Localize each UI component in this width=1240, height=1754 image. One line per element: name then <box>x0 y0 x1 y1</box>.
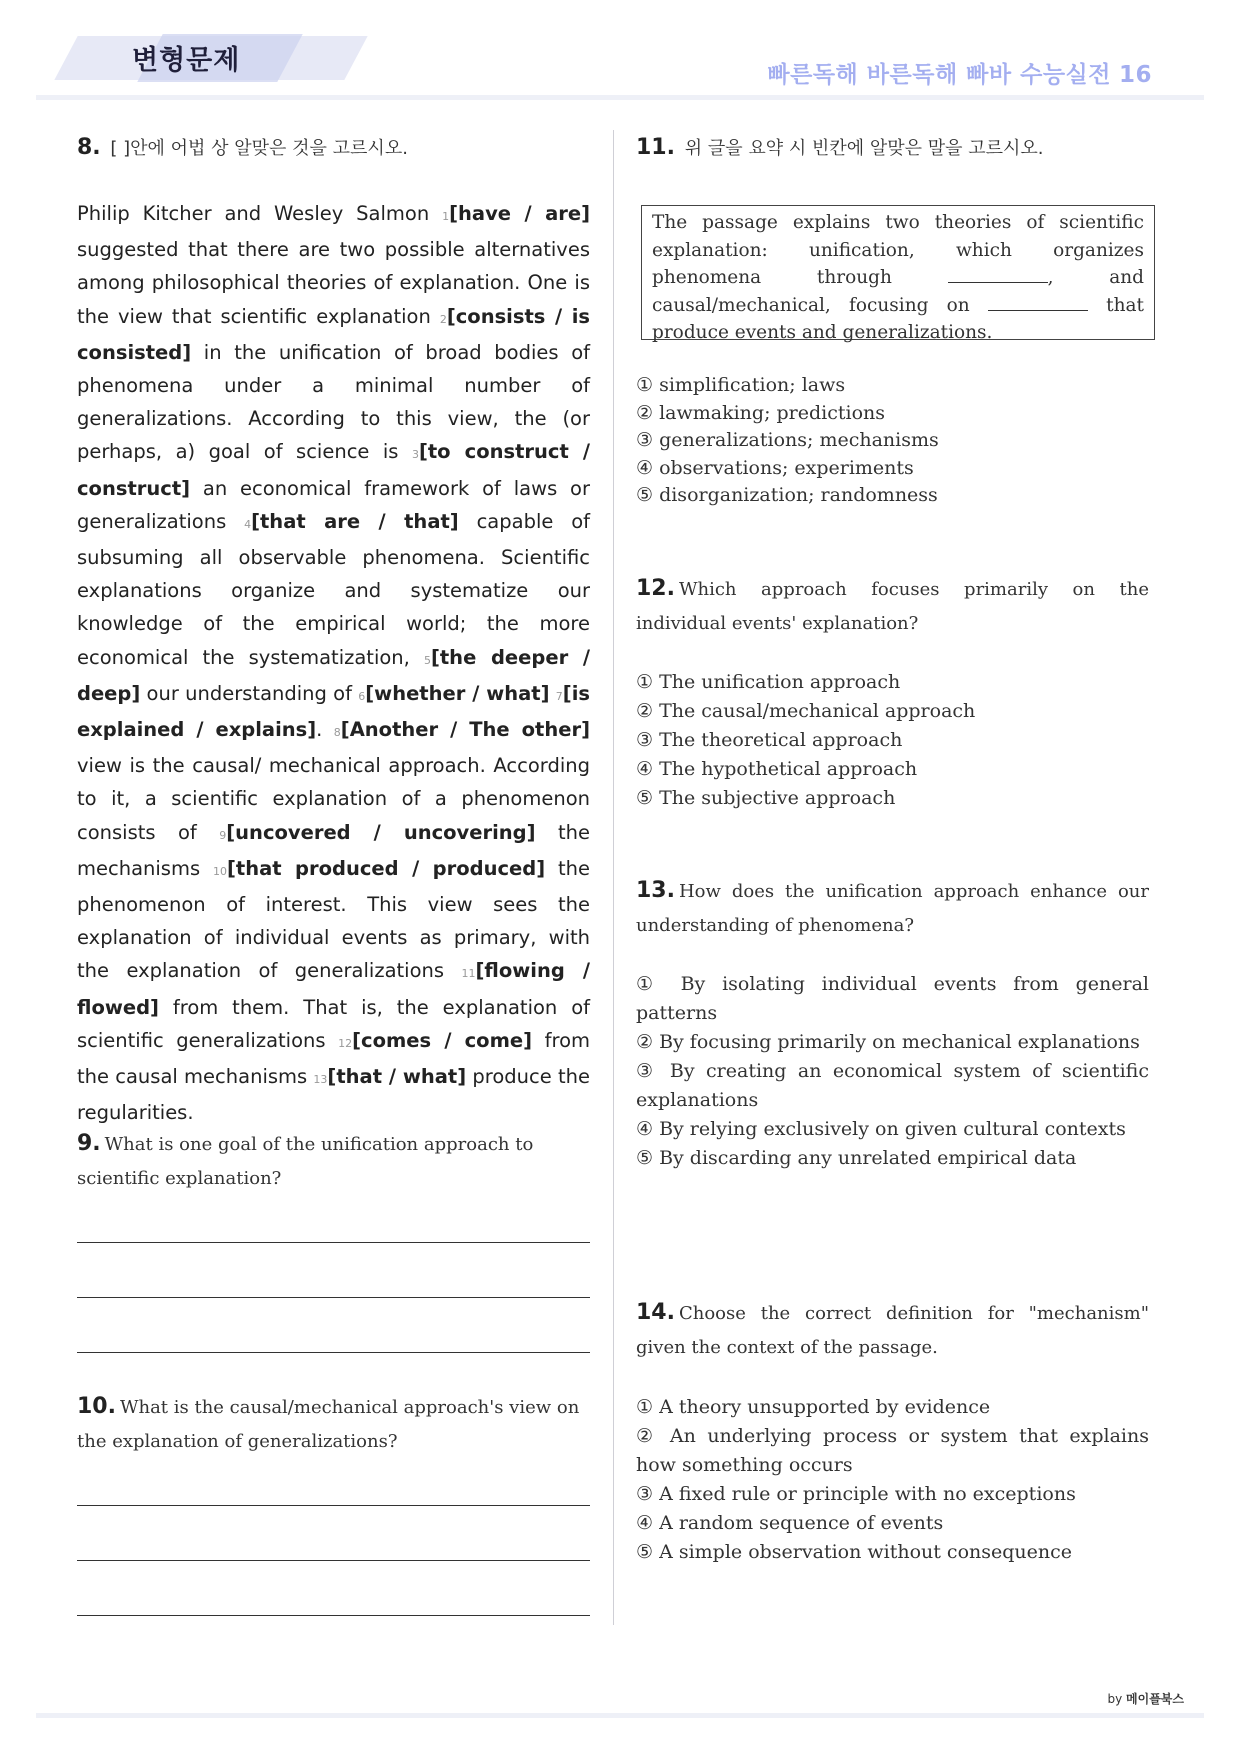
slot-number: 3 <box>411 448 419 462</box>
passage-text: Philip Kitcher and Wesley Salmon <box>77 202 443 225</box>
passage-text: in the unification of broad bodies of phenomena under a minimal number of generalizations. According to this view, the (or perhaps, a) goal of science is <box>77 340 590 464</box>
q14-question: Choose the correct definition for "mechanism" given the context of the passage. <box>636 1303 1149 1358</box>
q12-option-1[interactable]: ① The unification approach <box>636 671 901 693</box>
slot-number: 10 <box>213 864 227 878</box>
q11-summary-box <box>641 205 1155 343</box>
q12-question: Which approach focuses primarily on the individual events' explanation? <box>636 579 1149 634</box>
grammar-choice: [that are / that] <box>251 509 459 533</box>
q8-title <box>77 131 590 166</box>
q11-title <box>636 131 1149 166</box>
grammar-choice: [to construct / construct] <box>77 440 590 500</box>
section-tag: 변형문제 <box>132 45 241 76</box>
q13-number: 13. <box>636 878 675 903</box>
grammar-choice: [consists / is consisted] <box>77 304 590 364</box>
q12-option-2[interactable]: ② The causal/mechanical approach <box>636 700 976 722</box>
q14-option-1[interactable]: ① A theory unsupported by evidence <box>636 1396 991 1418</box>
slot-number: 9 <box>219 828 227 842</box>
passage-text: suggested that there are two possible alternatives among philosophical theories of explanation. One is the view that scientific explanation <box>77 238 590 328</box>
q13-question: How does the unification approach enhance our understanding of phenomena? <box>636 881 1149 936</box>
q13-option-4[interactable]: ④ By relying exclusively on given cultural contexts <box>636 1118 1126 1140</box>
q13-title <box>636 874 1149 943</box>
summary-text: , and causal/mechanical, focusing on <box>652 267 1144 316</box>
q11-option-2[interactable]: ② lawmaking; predictions <box>636 401 886 424</box>
grammar-choice: [that / what] <box>327 1065 467 1089</box>
grammar-choice: [is explained / explains] <box>77 681 590 742</box>
q12-title <box>636 572 1149 641</box>
column-divider <box>613 130 614 1625</box>
grammar-choice: [the deeper / deep] <box>77 645 590 705</box>
slot-number: 1 <box>442 210 450 223</box>
grammar-choice: [comes / come] <box>352 1028 533 1052</box>
q10-answer-line-2[interactable] <box>77 1560 590 1561</box>
page-header <box>0 0 1240 100</box>
q13-options <box>636 970 1149 1173</box>
slot-number: 13 <box>313 1073 328 1087</box>
q12-option-5[interactable]: ⑤ The subjective approach <box>636 787 896 809</box>
passage-text: our understanding of <box>140 681 359 705</box>
slot-number: 12 <box>338 1036 353 1050</box>
summary-blank-1 <box>948 268 1048 283</box>
q11-option-4[interactable]: ④ observations; experiments <box>636 456 914 479</box>
q9-number: 9. <box>77 1131 101 1156</box>
q14-option-4[interactable]: ④ A random sequence of events <box>636 1512 944 1534</box>
q11-option-1[interactable]: ① simplification; laws <box>636 374 846 396</box>
passage-text: view is the causal/ mechanical approach. According to it, a scientific explanation of a phenomenon consists of <box>77 754 590 844</box>
q14-option-3[interactable]: ③ A fixed rule or principle with no exceptions <box>636 1483 1076 1505</box>
summary-text: The passage explains two theories of scientific explanation: unification, which organizes phenomena through <box>652 212 1144 288</box>
slot-number: 6 <box>358 689 366 703</box>
grammar-choice: [uncovered / uncovering] <box>226 820 536 844</box>
grammar-choice: [flowing / flowed] <box>77 959 591 1019</box>
q14-option-2[interactable]: ② An underlying process or system that explains how something occurs <box>636 1425 1149 1476</box>
passage-text: capable of subsuming all observable phenomena. Scientific explanations organize and systematize our knowledge of the empirical world; the more economical the systematization, <box>77 509 590 669</box>
slot-number: 5 <box>423 653 431 667</box>
q13-option-3[interactable]: ③ By creating an economical system of scientific explanations <box>636 1060 1149 1111</box>
slot-number: 11 <box>461 967 476 981</box>
passage-text: from the causal mechanisms <box>77 1028 590 1089</box>
q10-answer-line-3[interactable] <box>77 1615 590 1616</box>
q12-number: 12. <box>636 576 675 601</box>
passage-text: the mechanisms <box>77 820 591 880</box>
q10-answer-line-1[interactable] <box>77 1505 590 1506</box>
q13-option-2[interactable]: ② By focusing primarily on mechanical explanations <box>636 1031 1140 1053</box>
series-name: 빠른독해 바른독해 빠바 수능실전 <box>767 62 1111 88</box>
summary-blank-2 <box>988 296 1088 311</box>
q11-instruction: 위 글을 요약 시 빈칸에 알맞은 말을 고르시오. <box>684 138 1044 159</box>
q13-option-5[interactable]: ⑤ By discarding any unrelated empirical data <box>636 1147 1077 1169</box>
q14-number: 14. <box>636 1300 675 1325</box>
q14-title <box>636 1296 1149 1365</box>
q8-passage <box>77 197 590 1129</box>
q11-option-5[interactable]: ⑤ disorganization; randomness <box>636 484 938 507</box>
q9-answer-line-1[interactable] <box>77 1242 590 1243</box>
grammar-choice: [Another / The other] <box>340 718 590 742</box>
q10-number: 10. <box>77 1394 116 1419</box>
slot-number: 8 <box>333 726 341 740</box>
q13-option-1[interactable]: ① By isolating individual events from general patterns <box>636 973 1149 1024</box>
publisher-credit <box>1107 1690 1184 1707</box>
slot-number: 4 <box>244 517 252 531</box>
q10-title <box>77 1390 590 1459</box>
grammar-choice: [that produced / produced] <box>227 856 546 880</box>
summary-text: that produce events and generalizations. <box>652 294 1144 343</box>
q12-option-3[interactable]: ③ The theoretical approach <box>636 729 903 751</box>
q8-instruction: [ ]안에 어법 상 알맞은 것을 고르시오. <box>110 138 408 159</box>
q9-question: What is one goal of the unification approach to scientific explanation? <box>77 1134 534 1189</box>
grammar-choice: [whether / what] <box>365 681 550 705</box>
passage-text: produce the regularities. <box>77 1065 590 1125</box>
q10-question: What is the causal/mechanical approach's view on the explanation of generalizations? <box>77 1397 580 1452</box>
q12-option-4[interactable]: ④ The hypothetical approach <box>636 758 918 780</box>
q9-answer-line-3[interactable] <box>77 1352 590 1353</box>
header-rule <box>36 95 1204 100</box>
footer-rule <box>36 1713 1204 1718</box>
q11-options <box>636 372 1149 510</box>
publisher-name: 메이플북스 <box>1126 1692 1184 1706</box>
slot-number: 7 <box>555 689 563 703</box>
q14-option-5[interactable]: ⑤ A simple observation without consequence <box>636 1541 1073 1563</box>
passage-text: an economical framework of laws or generalizations <box>77 476 590 533</box>
q8-number: 8. <box>77 135 101 160</box>
slot-number: 2 <box>439 312 447 326</box>
q11-option-3[interactable]: ③ generalizations; mechanisms <box>636 429 939 452</box>
q12-options <box>636 668 1149 813</box>
passage-text: the phenomenon of interest. This view sees the explanation of individual events as primary, with the explanation of generalizations <box>77 856 591 983</box>
q9-answer-line-2[interactable] <box>77 1297 590 1298</box>
credit-by: by <box>1107 1692 1123 1706</box>
page-number: 16 <box>1118 62 1152 88</box>
q9-title <box>77 1127 590 1196</box>
passage-text: . <box>316 718 334 742</box>
passage-text: from them. That is, the explanation of scientific generalizations <box>77 995 590 1052</box>
grammar-choice: [have / are] <box>449 202 590 225</box>
q14-options <box>636 1393 1149 1567</box>
q11-number: 11. <box>636 135 675 160</box>
series-title <box>767 56 1152 89</box>
